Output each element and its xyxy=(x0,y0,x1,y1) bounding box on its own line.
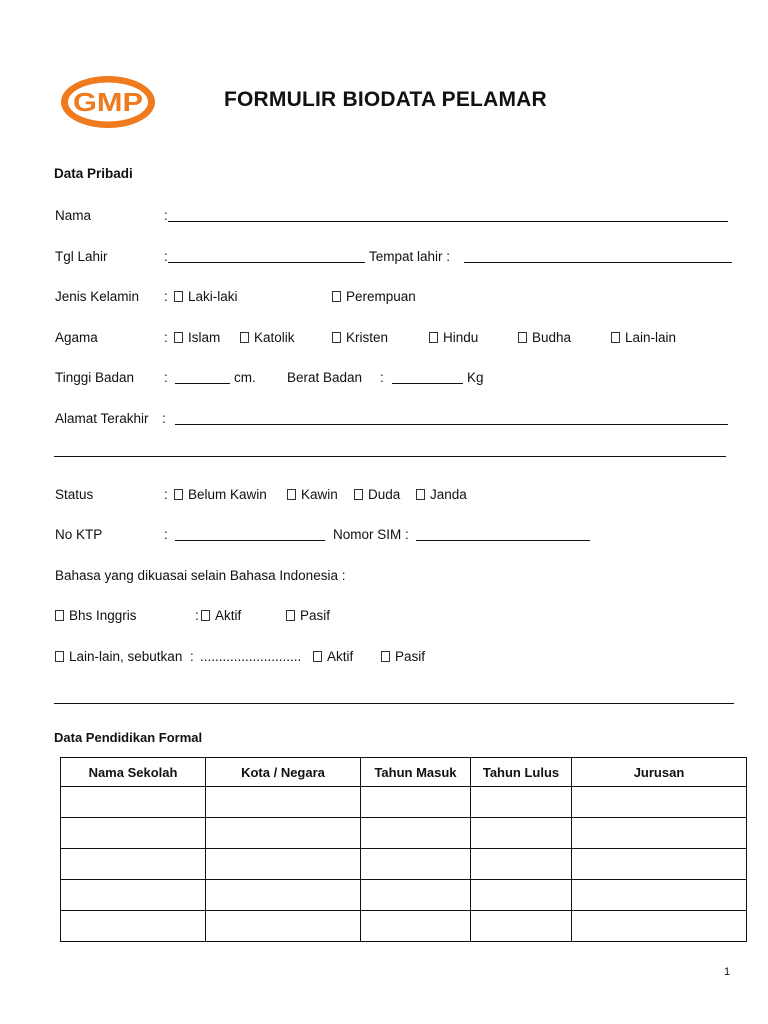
table-cell[interactable] xyxy=(61,849,206,880)
column-header-kota-negara: Kota / Negara xyxy=(206,758,361,787)
column-header-tahun-masuk: Tahun Masuk xyxy=(361,758,471,787)
label-nomor-sim: Nomor SIM : xyxy=(333,527,409,542)
page-number: 1 xyxy=(724,966,731,978)
label-tinggi-badan: Tinggi Badan xyxy=(55,370,135,385)
checkbox-icon xyxy=(611,332,620,343)
separator-line xyxy=(54,703,734,704)
checkbox-icon xyxy=(240,332,249,343)
ktp-input-line[interactable] xyxy=(175,540,325,541)
checkbox-icon xyxy=(201,610,210,621)
table-row xyxy=(61,818,747,849)
label-tgl-lahir: Tgl Lahir xyxy=(55,249,108,264)
checkbox-kawin[interactable]: Kawin xyxy=(287,487,338,503)
table-cell[interactable] xyxy=(572,911,747,942)
label-no-ktp: No KTP xyxy=(55,527,103,542)
label-alamat: Alamat Terakhir xyxy=(55,411,149,426)
checkbox-icon xyxy=(518,332,527,343)
table-cell[interactable] xyxy=(361,818,471,849)
checkbox-icon xyxy=(332,332,341,343)
checkbox-bhs-inggris[interactable]: Bhs Inggris xyxy=(55,608,137,624)
table-cell[interactable] xyxy=(206,911,361,942)
table-cell[interactable] xyxy=(471,849,572,880)
tempat-lahir-input-line[interactable] xyxy=(464,262,732,263)
alamat-input-line-2[interactable] xyxy=(54,456,726,457)
label-tempat-lahir: Tempat lahir : xyxy=(369,249,451,264)
colon-status: : xyxy=(164,487,168,502)
checkbox-kristen[interactable]: Kristen xyxy=(332,330,388,346)
table-row xyxy=(61,787,747,818)
table-cell[interactable] xyxy=(471,880,572,911)
checkbox-islam[interactable]: Islam xyxy=(174,330,220,346)
colon-tgl-lahir: : xyxy=(164,249,168,264)
table-cell[interactable] xyxy=(61,880,206,911)
page-title: FORMULIR BIODATA PELAMAR xyxy=(224,88,547,111)
berat-input-line[interactable] xyxy=(392,383,463,384)
unit-cm: cm. xyxy=(234,370,256,385)
checkbox-lain-bahasa[interactable]: Lain-lain, sebutkan xyxy=(55,649,182,665)
checkbox-inggris-pasif[interactable]: Pasif xyxy=(286,608,330,624)
lain-bahasa-dots[interactable]: ........................... xyxy=(200,649,302,664)
alamat-input-line-1[interactable] xyxy=(175,424,728,425)
colon-agama: : xyxy=(164,330,168,345)
table-cell[interactable] xyxy=(572,818,747,849)
section-title-personal: Data Pribadi xyxy=(54,166,133,181)
table-cell[interactable] xyxy=(206,818,361,849)
checkbox-icon xyxy=(416,489,425,500)
table-cell[interactable] xyxy=(361,787,471,818)
checkbox-icon xyxy=(354,489,363,500)
checkbox-lain-pasif[interactable]: Pasif xyxy=(381,649,425,665)
table-cell[interactable] xyxy=(572,849,747,880)
table-cell[interactable] xyxy=(471,911,572,942)
table-cell[interactable] xyxy=(206,849,361,880)
label-agama: Agama xyxy=(55,330,98,345)
checkbox-icon xyxy=(55,651,64,662)
checkbox-duda[interactable]: Duda xyxy=(354,487,400,503)
table-row xyxy=(61,880,747,911)
column-header-tahun-lulus: Tahun Lulus xyxy=(471,758,572,787)
checkbox-icon xyxy=(332,291,341,302)
label-nama: Nama xyxy=(55,208,92,223)
gmp-logo xyxy=(58,74,158,130)
label-bahasa: Bahasa yang dikuasai selain Bahasa Indonesia : xyxy=(55,568,346,583)
table-cell[interactable] xyxy=(206,787,361,818)
checkbox-belum-kawin[interactable]: Belum Kawin xyxy=(174,487,267,503)
logo-text: GMP xyxy=(73,87,143,117)
table-cell[interactable] xyxy=(361,911,471,942)
column-header-nama-sekolah: Nama Sekolah xyxy=(61,758,206,787)
checkbox-budha[interactable]: Budha xyxy=(518,330,571,346)
checkbox-icon xyxy=(174,489,183,500)
colon-bhs-inggris: : xyxy=(195,608,199,623)
table-header-row xyxy=(61,758,747,787)
checkbox-laki-laki[interactable]: Laki-laki xyxy=(174,289,238,305)
checkbox-icon xyxy=(313,651,322,662)
table-cell[interactable] xyxy=(61,818,206,849)
column-header-jurusan: Jurusan xyxy=(572,758,747,787)
colon-lain: : xyxy=(190,649,194,664)
education-table xyxy=(60,757,747,942)
checkbox-lain-lain[interactable]: Lain-lain xyxy=(611,330,676,346)
label-status: Status xyxy=(55,487,94,502)
checkbox-icon xyxy=(381,651,390,662)
checkbox-icon xyxy=(286,610,295,621)
tgl-lahir-input-line[interactable] xyxy=(168,262,365,263)
table-cell[interactable] xyxy=(361,849,471,880)
colon-tinggi: : xyxy=(164,370,168,385)
checkbox-icon xyxy=(429,332,438,343)
table-row xyxy=(61,911,747,942)
nama-input-line[interactable] xyxy=(168,221,728,222)
checkbox-icon xyxy=(174,291,183,302)
unit-kg: Kg xyxy=(467,370,484,385)
table-cell[interactable] xyxy=(361,880,471,911)
sim-input-line[interactable] xyxy=(416,540,590,541)
checkbox-icon xyxy=(174,332,183,343)
label-jenis-kelamin: Jenis Kelamin xyxy=(55,289,140,304)
label-berat-badan: Berat Badan xyxy=(287,370,363,385)
checkbox-lain-aktif[interactable]: Aktif xyxy=(313,649,353,665)
table-cell[interactable] xyxy=(572,787,747,818)
colon-jenis-kelamin: : xyxy=(164,289,168,304)
table-cell[interactable] xyxy=(61,787,206,818)
colon-ktp: : xyxy=(164,527,168,542)
checkbox-inggris-aktif[interactable]: Aktif xyxy=(201,608,241,624)
table-cell[interactable] xyxy=(206,880,361,911)
table-cell[interactable] xyxy=(572,880,747,911)
table-row xyxy=(61,849,747,880)
colon-alamat: : xyxy=(162,411,166,426)
checkbox-katolik[interactable]: Katolik xyxy=(240,330,295,346)
table-cell[interactable] xyxy=(471,787,572,818)
checkbox-hindu[interactable]: Hindu xyxy=(429,330,478,346)
checkbox-icon xyxy=(287,489,296,500)
table-cell[interactable] xyxy=(61,911,206,942)
checkbox-perempuan[interactable]: Perempuan xyxy=(332,289,416,305)
colon-nama: : xyxy=(164,208,168,223)
section-title-education: Data Pendidikan Formal xyxy=(54,730,203,745)
checkbox-icon xyxy=(55,610,64,621)
checkbox-janda[interactable]: Janda xyxy=(416,487,467,503)
colon-berat: : xyxy=(380,370,384,385)
tinggi-input-line[interactable] xyxy=(175,383,230,384)
table-cell[interactable] xyxy=(471,818,572,849)
